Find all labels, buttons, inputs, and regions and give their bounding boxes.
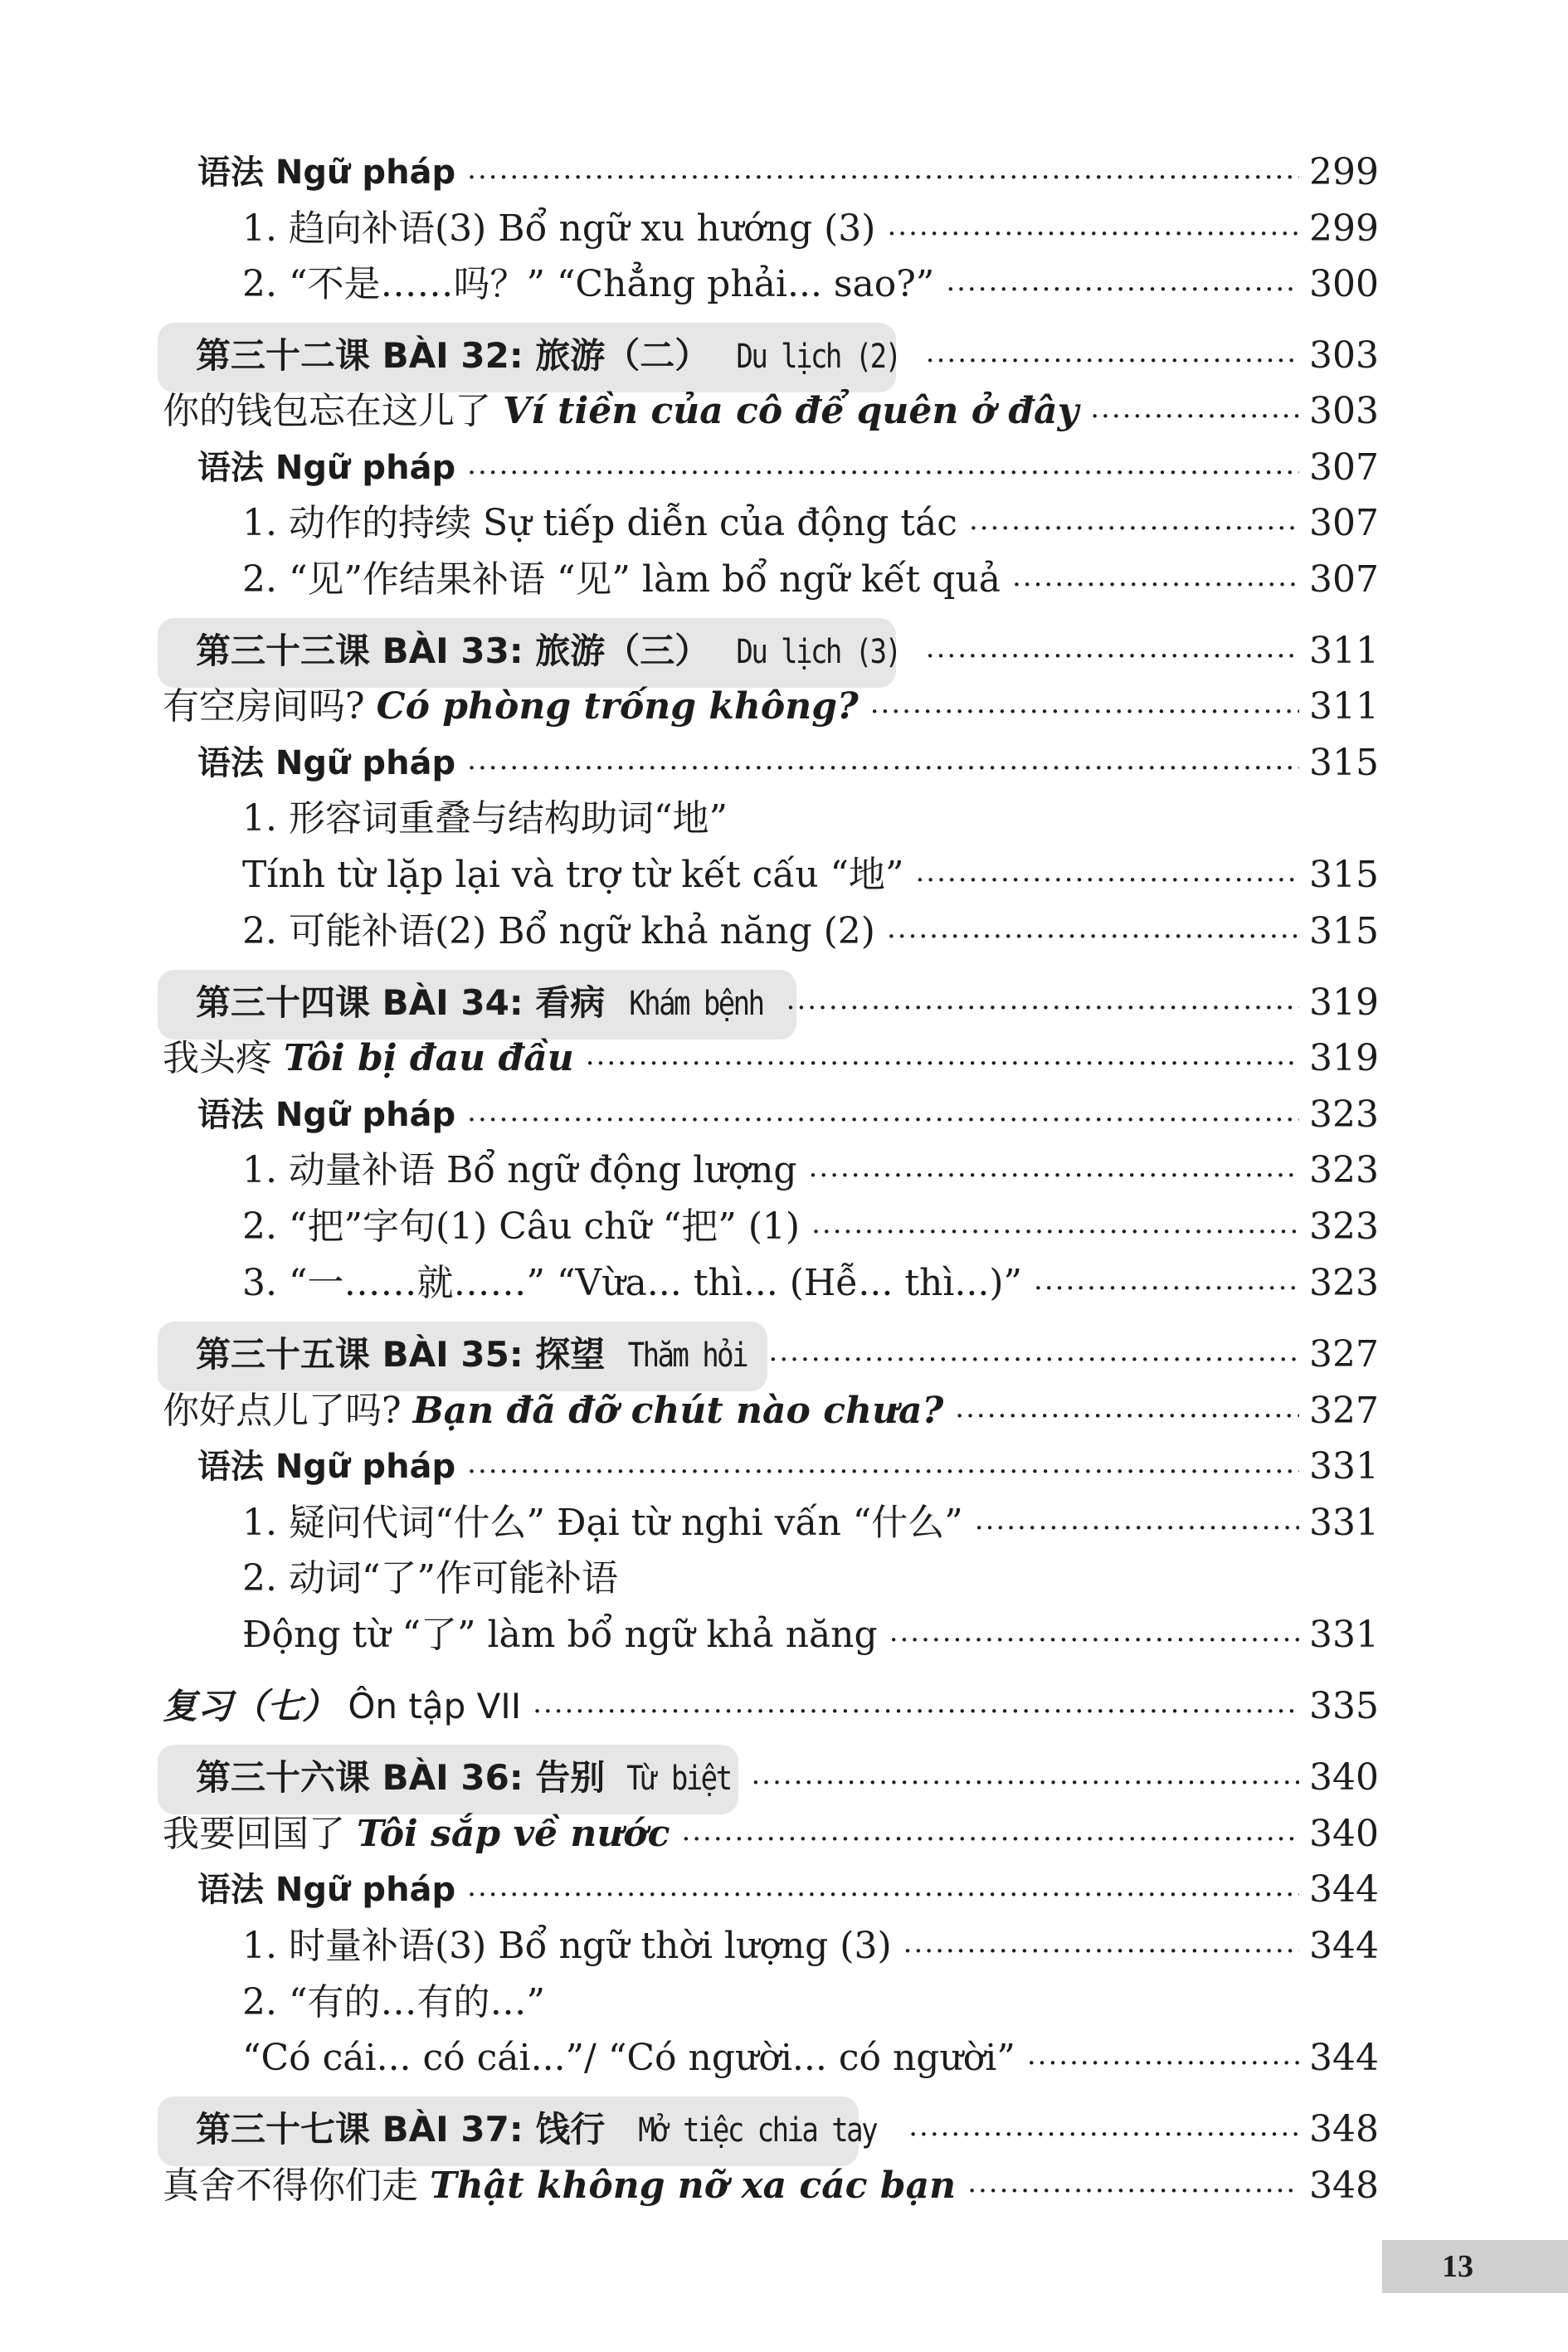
dot-leader (786, 978, 1299, 1028)
dot-leader (467, 1442, 1299, 1492)
toc-page-number: 323 (1309, 1205, 1379, 1248)
dot-leader (946, 260, 1299, 309)
toc-label (163, 1386, 955, 1436)
toc-grammar-item-first-line: 2. “有的…有的…” (242, 1981, 545, 2023)
toc-label (163, 387, 1090, 436)
text-vietnamese-title: Thật không nỡ xa các bạn (430, 2165, 957, 2207)
toc-label: 语法 Ngữ pháp (197, 449, 456, 487)
text-vietnamese-title: Có phòng trống không? (376, 685, 859, 728)
toc-text-entry (0, 2161, 1568, 2211)
dot-leader (887, 204, 1299, 254)
toc-label: 2. 可能补语(2) Bổ ngữ khả năng (2) (242, 910, 875, 952)
toc-lesson-heading (0, 331, 1568, 381)
toc-grammar-heading (0, 738, 1568, 788)
toc-page-number: 344 (1309, 1925, 1379, 1967)
toc-page-number: 303 (1309, 390, 1379, 432)
toc-grammar-item (0, 907, 1568, 957)
dot-leader (955, 1386, 1299, 1436)
toc-label: 语法 Ngữ pháp (197, 1871, 456, 1909)
dot-leader (975, 1498, 1299, 1548)
text-chinese-title: 真舍不得你们走 (163, 2165, 418, 2207)
toc-page-number: 311 (1309, 685, 1379, 728)
toc-label: 语法 Ngữ pháp (197, 1448, 456, 1486)
toc-grammar-item (0, 204, 1568, 254)
dot-leader (1090, 387, 1299, 436)
toc-text-entry (0, 387, 1568, 436)
lesson-number-title: 第三十二课 BÀI 32: 旅游（二） (196, 334, 710, 376)
review-chinese-title: 复习（七） (163, 1686, 338, 1726)
toc-label: 1. 趋向补语(3) Bổ ngữ xu hướng (3) (242, 207, 876, 250)
toc-grammar-item (0, 2033, 1568, 2083)
toc-label: 1. 动量补语 Bổ ngữ động lượng (242, 1149, 797, 1191)
toc-page-number: 311 (1309, 630, 1379, 672)
toc-page-number: 323 (1309, 1149, 1379, 1191)
toc-page-number: 307 (1309, 502, 1379, 544)
text-chinese-title: 我要回国了 (163, 1813, 345, 1855)
toc-page-number: 315 (1309, 854, 1379, 896)
toc-lesson-heading (0, 1330, 1568, 1380)
toc-grammar-heading (0, 443, 1568, 493)
toc-lesson-label (158, 1753, 751, 1804)
toc-page-number: 307 (1309, 446, 1379, 489)
toc-grammar-item-first-line: 2. 动词“了”作可能补语 (242, 1557, 618, 1600)
toc-label: 2. “不是……吗？” “Chẳng phải... sao?” (242, 263, 935, 305)
toc-lesson-heading (0, 626, 1568, 676)
toc-label: 3. “一……就……” “Vừa... thì... (Hễ... thì...)” (242, 1262, 1023, 1304)
page-number-tab (1382, 2240, 1568, 2293)
toc-text-entry (0, 1034, 1568, 1083)
toc-page-number: 327 (1309, 1333, 1379, 1376)
text-chinese-title: 有空房间吗? (163, 685, 365, 728)
toc-label-continuation: Động từ “了” làm bổ ngữ khả năng (242, 1614, 878, 1656)
toc-page-number: 299 (1309, 207, 1379, 250)
text-vietnamese-title: Ví tiền của cô để quên ở đây (503, 390, 1079, 432)
toc-lesson-label (158, 978, 786, 1029)
toc-lesson-label (158, 1330, 769, 1381)
toc-grammar-item (0, 499, 1568, 548)
toc-label: 1. 动作的持续 Sự tiếp diễn của động tác (242, 502, 957, 544)
toc-label: 1. 疑问代词“什么” Đại từ nghi vấn “什么” (242, 1502, 963, 1544)
toc-page-number: 348 (1309, 2165, 1379, 2207)
text-vietnamese-title: Bạn đã đỡ chút nào chưa? (412, 1390, 944, 1432)
toc-page-number: 327 (1309, 1390, 1379, 1432)
dot-leader (908, 2105, 1299, 2155)
toc-page-number: 315 (1309, 910, 1379, 952)
toc-text-entry (0, 1809, 1568, 1859)
dot-leader (1027, 2033, 1299, 2083)
toc-label: 1. 时量补语(3) Bổ ngữ thời lượng (3) (242, 1925, 892, 1967)
dot-leader (533, 1682, 1299, 1731)
toc-label: 语法 Ngữ pháp (197, 1096, 456, 1134)
toc-page-number: 315 (1309, 742, 1379, 784)
text-chinese-title: 我头疼 (163, 1037, 272, 1079)
toc-page-number: 299 (1309, 151, 1379, 193)
text-chinese-title: 你的钱包忘在这儿了 (163, 390, 491, 432)
toc-page-number: 319 (1309, 981, 1379, 1024)
toc-grammar-heading (0, 1442, 1568, 1492)
dot-leader (916, 850, 1300, 900)
text-chinese-title: 你好点儿了吗? (163, 1390, 402, 1432)
toc-label: 语法 Ngữ pháp (197, 744, 456, 782)
dot-leader (809, 1146, 1299, 1195)
toc-page-number: 331 (1309, 1502, 1379, 1544)
toc-text-entry (0, 1386, 1568, 1436)
dot-leader (769, 1330, 1299, 1380)
toc-lesson-heading (0, 1753, 1568, 1803)
toc-label: 2. “把”字句(1) Câu chữ “把” (1) (242, 1205, 801, 1248)
dot-leader (870, 682, 1299, 732)
dot-leader (467, 1090, 1299, 1140)
toc-page-number: 331 (1309, 1614, 1379, 1656)
dot-leader (1012, 555, 1299, 605)
lesson-vietnamese-title: Khám bệnh (629, 984, 763, 1023)
dot-leader (586, 1034, 1299, 1083)
toc-label: 2. “见”作结果补语 “见” làm bổ ngữ kết quả (242, 558, 1001, 601)
toc-page-number: 344 (1309, 2037, 1379, 2079)
toc-grammar-heading (0, 1865, 1568, 1915)
toc-grammar-item (0, 1610, 1568, 1660)
lesson-vietnamese-title: Mở tiệc chia tay (638, 2111, 876, 2150)
toc-lesson-label (158, 626, 926, 677)
toc-text-entry (0, 682, 1568, 732)
lesson-vietnamese-title: Du lịch (3) (736, 632, 900, 671)
toc-label (163, 2161, 967, 2211)
dot-leader (467, 443, 1299, 493)
toc-page-number: 348 (1309, 2108, 1379, 2150)
dot-leader (967, 2161, 1299, 2211)
dot-leader (681, 1809, 1299, 1859)
toc-page-number: 335 (1309, 1685, 1379, 1727)
toc-page-number: 319 (1309, 1037, 1379, 1079)
dot-leader (889, 1610, 1299, 1660)
toc-page-number: 323 (1309, 1093, 1379, 1136)
lesson-number-title: 第三十四课 BÀI 34: 看病 (196, 981, 606, 1023)
toc-lesson-heading (0, 978, 1568, 1028)
toc-label-continuation: “Có cái... có cái...”/ “Có người... có người” (242, 2037, 1015, 2079)
dot-leader (887, 907, 1299, 957)
page-number: 13 (1442, 2249, 1473, 2284)
toc-grammar-heading (0, 1090, 1568, 1140)
dot-leader (926, 626, 1299, 676)
toc-label (163, 682, 870, 732)
toc-page-number: 323 (1309, 1262, 1379, 1304)
toc-grammar-item-first-line: 1. 形容词重叠与结构助词“地” (242, 797, 728, 840)
toc-lesson-heading (0, 2105, 1568, 2155)
toc-page-number: 300 (1309, 263, 1379, 305)
lesson-number-title: 第三十三课 BÀI 33: 旅游（三） (196, 630, 710, 671)
toc-review-entry (0, 1682, 1568, 1731)
toc-grammar-item (0, 1202, 1568, 1252)
toc-review-label (163, 1682, 533, 1731)
lesson-number-title: 第三十六课 BÀI 36: 告别 (196, 1756, 606, 1798)
toc-lesson-label (158, 2105, 908, 2155)
dot-leader (811, 1202, 1299, 1252)
lesson-vietnamese-title: Du lịch (2) (736, 337, 900, 376)
toc-grammar-item (0, 1921, 1568, 1971)
toc-page-number: 340 (1309, 1813, 1379, 1855)
toc-page-number: 307 (1309, 558, 1379, 601)
lesson-vietnamese-title: Từ biệt (626, 1759, 731, 1798)
toc-page-number: 303 (1309, 334, 1379, 377)
toc-label: 语法 Ngữ pháp (197, 153, 456, 192)
toc-grammar-item (0, 1259, 1568, 1308)
dot-leader (467, 738, 1299, 788)
lesson-number-title: 第三十五课 BÀI 35: 探望 (196, 1333, 606, 1375)
toc-lesson-label (158, 331, 926, 382)
toc-grammar-item (0, 1146, 1568, 1195)
toc-grammar-heading (0, 148, 1568, 197)
toc-grammar-item (0, 850, 1568, 900)
toc-grammar-item (0, 555, 1568, 605)
toc-page-number: 344 (1309, 1868, 1379, 1911)
dot-leader (467, 1865, 1299, 1915)
toc-label (163, 1809, 681, 1859)
toc-grammar-item (0, 1498, 1568, 1548)
dot-leader (903, 1921, 1299, 1971)
toc-grammar-item (0, 260, 1568, 309)
text-vietnamese-title: Tôi sắp về nước (357, 1813, 670, 1855)
dot-leader (1034, 1259, 1299, 1308)
dot-leader (969, 499, 1299, 548)
dot-leader (467, 148, 1299, 197)
toc-page-number: 340 (1309, 1756, 1379, 1799)
review-vietnamese-title: Ôn tập VII (348, 1686, 522, 1726)
text-vietnamese-title: Tôi bị đau đầu (284, 1037, 574, 1079)
lesson-vietnamese-title: Thăm hỏi (627, 1336, 747, 1375)
lesson-number-title: 第三十七课 BÀI 37: 饯行 (196, 2108, 606, 2150)
dot-leader (926, 331, 1299, 381)
toc-label-continuation: Tính từ lặp lại và trợ từ kết cấu “地” (242, 854, 904, 896)
toc-label (163, 1034, 586, 1083)
dot-leader (751, 1753, 1299, 1803)
toc-page-number: 331 (1309, 1445, 1379, 1488)
